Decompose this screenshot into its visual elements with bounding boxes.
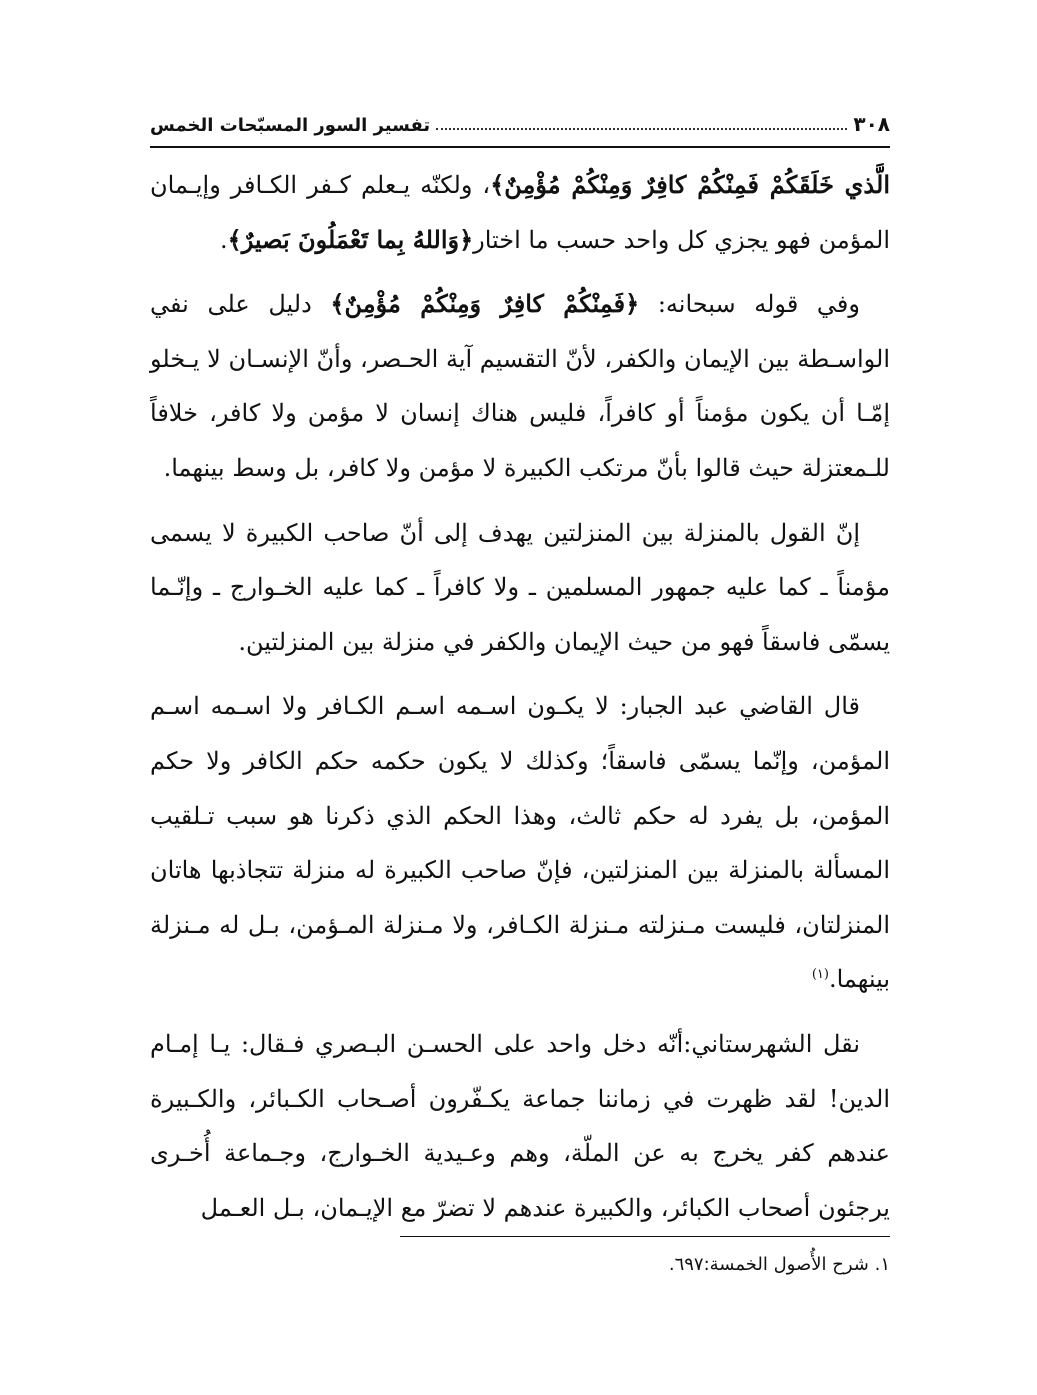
quran-verse: الَّذي خَلَقَكُمْ فَمِنْكُمْ كافِرٌ وَمِنْكُمْ مُؤْمِنٌ﴾ (490, 170, 890, 199)
paragraph-text: إنّ القول بالمنزلة بين المنزلتين يهدف إلى أنّ صاحب الكبيرة لا يسمى مؤمناً ـ كما عليه جمهور المسلمين ـ ولا كافراً ـ كما عليه الخـوارج ـ وإنّـما يسمّى فاسقاً فهو من حيث الإيمان والكفر في منزلة بين المنزلتين. (150, 518, 890, 656)
paragraph-text: وفي قوله سبحانه: (639, 290, 860, 319)
footnote-rule (400, 1236, 890, 1237)
footnote-reference[interactable]: (١) (811, 967, 829, 983)
paragraph-3 (150, 506, 890, 670)
page-number: ٣٠٨ (853, 112, 890, 136)
paragraph-text: دليل على نفي الواسـطة بين الإيمان والكفر، لأنّ التقسيم آية الحـصر، وأنّ الإنسـان لا يـخلو إمّـا أن يكون مؤمناً أو كافراً، فليس هناك إنسان لا مؤمن ولا كافر، خلافاً للـمعتزلة حيث قالوا بأنّ مرتكب الكبيرة لا مؤمن ولا كافر، بل وسط بينهما. (149, 290, 890, 482)
quran-verse: ﴿وَاللهُ بِما تَعْمَلُونَ بَصيرٌ﴾ (227, 224, 474, 254)
paragraph-text: قال القاضي عبد الجبار: لا يكـون اسـمه اسـم الكـافر ولا اسـمه اسـم المؤمن، وإنّما يسمّى فاسقاً؛ وكذلك لا يكون حكمه حكم الكافر ولا حكم المؤمن، بل يفرد له حكم ثالث، وهذا الحكم الذي ذكرنا هو سبب تـلقيب المسألة بالمنزلة بين المنزلتين، فإنّ صاحب الكبيرة له منزلة تتجاذبها هاتان المنزلتان، فليست مـنزلته مـنزلة الكـافر، ولا مـنزلة المـؤمن، بـل له مـنزلة بينهما. (150, 692, 890, 994)
header-rule (150, 146, 890, 148)
paragraph-text: . (219, 225, 228, 254)
footnote: ١. شرح الأُصول الخمسة:٦٩٧. (668, 1254, 890, 1275)
paragraph-5 (150, 1017, 890, 1235)
running-title: تفسير السور المسبّحات الخمس (150, 115, 431, 136)
paragraph-text: نقل الشهرستاني:أنّه دخل واحد على الحسـن البـصري فـقال: يـا إمـام الدين! لقد ظهرت في زماننا جماعة يكـفّرون أصـحاب الكـبائر، والكـبيرة عندهم كفر يخرج به عن الملّة، وهم وعـيدية الخـوارج، وجـماعة أُخـرى يرجئون أصحاب الكبائر، والكبيرة عندهم لا تضرّ مع الإيـمان، بـل العـمل (150, 1029, 890, 1222)
quran-verse: ﴿فَمِنْكُمْ كافِرٌ وَمِنْكُمْ مُؤْمِنٌ﴾ (330, 289, 640, 319)
paragraph-2 (150, 277, 890, 495)
paragraph-text: ، ولكنّه يـعلم كـفر الكـافر وإيـمان المؤمن فهو يجزي كل واحد حسب ما اختار (150, 171, 890, 254)
header-dot-leader (436, 128, 847, 130)
paragraph-1 (150, 158, 890, 267)
paragraph-4 (150, 679, 890, 1007)
page-header (150, 100, 890, 136)
body-text (150, 158, 890, 1235)
